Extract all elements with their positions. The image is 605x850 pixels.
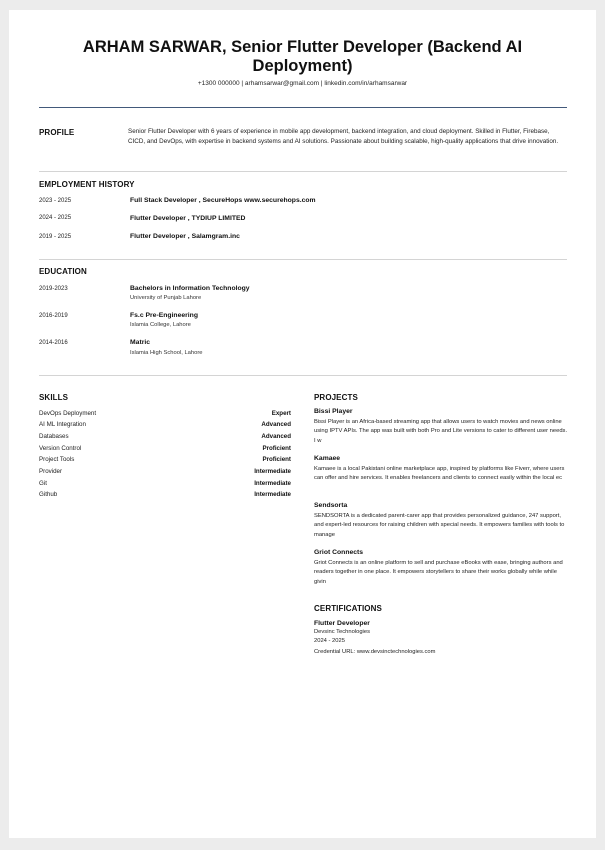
section-divider	[39, 375, 567, 376]
employment-role: Flutter Developer , Salamgram.inc	[130, 233, 240, 240]
skill-row	[39, 410, 291, 420]
employment-date: 2023 - 2025	[39, 198, 72, 204]
profile-heading: PROFILE	[39, 128, 75, 137]
education-school: Islamia High School, Lahore	[130, 350, 203, 356]
skill-name: Databases	[39, 433, 69, 440]
education-date: 2014-2016	[39, 340, 68, 346]
skill-row	[39, 445, 291, 455]
section-divider	[39, 259, 567, 260]
skill-level: Intermediate	[254, 491, 291, 498]
skill-level: Intermediate	[254, 480, 291, 487]
skill-level: Expert	[271, 410, 291, 417]
skill-name: AI ML Integration	[39, 421, 86, 428]
resume-page	[9, 10, 596, 838]
skill-level: Advanced	[261, 421, 291, 428]
skill-row	[39, 433, 291, 443]
project-description: Kamaee is a local Pakistani online marketplace app, inspired by platforms like Fiverr, where users can offer and hire services. It enables freelancers and clients to connect easily within the local ec	[314, 466, 565, 482]
project-name: Griot Connects	[314, 549, 364, 556]
education-date: 2019-2023	[39, 286, 68, 292]
skill-row	[39, 491, 291, 501]
employment-role: Flutter Developer , TYDIUP LIMITED	[130, 215, 246, 222]
profile-text: Senior Flutter Developer with 6 years of experience in mobile app development, backend integration, and cloud deployment. Skilled in Flutter, Firebase, CICD, and DevOps, with expertise in backend systems and AI solutions. Passionate about building scalable, high-quality applications that drive innovation.	[128, 128, 559, 145]
project-name: Bissi Player	[314, 408, 353, 415]
employment-heading: EMPLOYMENT HISTORY	[39, 180, 135, 189]
education-degree: Bachelors in Information Technology	[130, 285, 250, 292]
education-school: Islamia College, Lahore	[130, 322, 191, 328]
contact-line: +1300 000000 | arhamsarwar@gmail.com | linkedin.com/in/arhamsarwar	[197, 80, 408, 87]
certification-url: Credential URL: www.devsinctechnologies.com	[314, 649, 436, 655]
section-divider	[39, 171, 567, 172]
employment-date: 2019 - 2025	[39, 234, 72, 240]
skill-name: Git	[39, 480, 47, 487]
header-divider	[39, 107, 567, 108]
resume-header	[9, 38, 596, 87]
certification-dates: 2024 - 2025	[314, 638, 345, 644]
education-degree: Matric	[130, 339, 151, 346]
project-description: Griot Connects is an online platform to sell and purchase eBooks with ease, bringing authors and readers together in one place. It empowers storytellers to share their works globally while while givin	[314, 560, 563, 585]
project-name: Kamaee	[314, 455, 341, 462]
skill-name: Version Control	[39, 445, 82, 452]
project-description: Bissi Player is an Africa-based streaming app that allows users to watch movies and news online using IPTV APIs. The app was built with both Pro and Lite versions to cater to different user needs. I w	[314, 419, 568, 444]
skill-level: Advanced	[261, 433, 291, 440]
certifications-heading: CERTIFICATIONS	[314, 604, 382, 613]
skill-name: Provider	[39, 468, 63, 475]
project-name: Sendsorta	[314, 502, 348, 509]
education-degree: Fs.c Pre-Engineering	[130, 312, 198, 319]
skill-level: Proficient	[262, 456, 291, 463]
skill-name: DevOps Deployment	[39, 410, 97, 417]
projects-heading: PROJECTS	[314, 393, 358, 402]
candidate-name: ARHAM SARWAR, Senior Flutter Developer (Backend AI Deployment)	[82, 38, 523, 75]
employment-role: Full Stack Developer , SecureHops www.securehops.com	[130, 197, 316, 204]
skill-row	[39, 456, 291, 466]
certification-issuer: Devsinc Technologies	[314, 629, 370, 635]
skill-row	[39, 480, 291, 490]
skill-row	[39, 468, 291, 478]
education-date: 2016-2019	[39, 313, 68, 319]
certification-name: Flutter Developer	[314, 620, 370, 627]
project-description: SENDSORTA is a dedicated parent-carer app that provides personalized guidance, 247 support, and expert-led resources for raising children with special needs. It empowers families with tools to manage	[314, 513, 565, 538]
education-school: University of Punjab Lahore	[130, 295, 202, 301]
education-heading: EDUCATION	[39, 267, 87, 276]
skill-level: Intermediate	[254, 468, 291, 475]
employment-date: 2024 - 2025	[39, 215, 72, 221]
skills-heading: SKILLS	[39, 393, 69, 402]
skill-row	[39, 421, 291, 431]
skill-name: Github	[39, 491, 58, 498]
skill-level: Proficient	[262, 445, 291, 452]
skill-name: Project Tools	[39, 456, 75, 463]
